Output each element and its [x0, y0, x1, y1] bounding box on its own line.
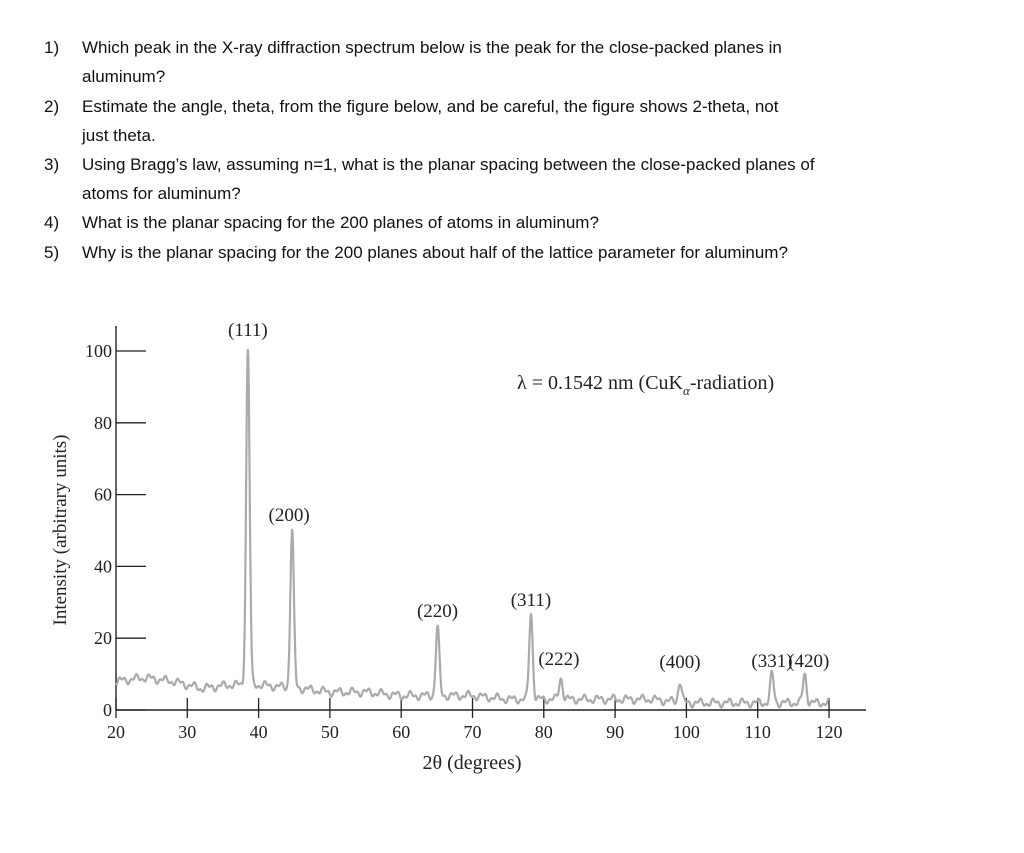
peak-label: (400)	[659, 652, 701, 673]
x-axis-title: 2θ (degrees)	[422, 752, 522, 774]
y-tick-label: 0	[103, 700, 112, 720]
x-tick-label: 120	[815, 722, 843, 742]
x-tick-label: 30	[178, 722, 197, 742]
question-text: Why is the planar spacing for the 200 planes about half of the lattice parameter for aluminum?	[82, 243, 788, 262]
y-tick-label: 80	[94, 412, 112, 433]
x-tick-label: 50	[320, 722, 339, 742]
chart-series	[116, 350, 829, 708]
peak-label: (220)	[416, 601, 459, 622]
y-tick-label: 60	[94, 484, 112, 505]
y-tick-label: 100	[85, 341, 112, 361]
x-tick-label: 40	[249, 722, 268, 742]
question-text: Estimate the angle, theta, from the figure below, and be careful, the figure shows 2-theta, not	[82, 97, 779, 116]
peak-label: (200)	[268, 505, 310, 526]
peak-label: (311)	[510, 590, 552, 611]
wavelength-annotation	[517, 372, 774, 398]
x-tick-label: 110	[744, 722, 771, 742]
question-number: 5)	[44, 243, 60, 262]
x-tick-label: 60	[392, 722, 411, 742]
y-axis-title: Intensity (arbitrary units)	[50, 434, 71, 626]
question-number: 3)	[44, 155, 60, 174]
question-text-continued: atoms for aluminum?	[82, 184, 241, 203]
annotation-text: -radiation)	[689, 372, 775, 394]
x-tick-label: 90	[606, 722, 625, 742]
question-number: 1)	[44, 38, 60, 57]
annotation-subscript: α	[682, 383, 690, 398]
x-tick-label: 100	[672, 722, 700, 742]
question-number: 2)	[44, 97, 60, 116]
peak-label: (331)	[751, 651, 793, 672]
question-text: Which peak in the X-ray diffraction spectrum below is the peak for the close-packed planes in	[82, 38, 782, 57]
spectrum-line	[116, 350, 829, 708]
x-tick-label: 80	[534, 722, 553, 742]
annotation-text: λ = 0.1542 nm (CuK	[517, 372, 683, 394]
peak-label: (111)	[228, 320, 268, 341]
x-tick-label: 20	[107, 722, 125, 742]
peak-label: (420)	[788, 651, 830, 672]
peak-label: (222)	[538, 649, 580, 670]
question-text-continued: aluminum?	[82, 67, 166, 86]
question-text: What is the planar spacing for the 200 planes of atoms in aluminum?	[82, 213, 599, 232]
question-text-continued: just theta.	[82, 126, 156, 145]
y-tick-label: 20	[94, 628, 112, 649]
question-text: Using Bragg’s law, assuming n=1, what is the planar spacing between the close-packed planes of	[82, 155, 815, 174]
question-number: 4)	[44, 213, 60, 232]
chart-labels	[228, 320, 829, 673]
y-tick-label: 40	[94, 556, 112, 577]
x-tick-label: 70	[463, 722, 482, 742]
